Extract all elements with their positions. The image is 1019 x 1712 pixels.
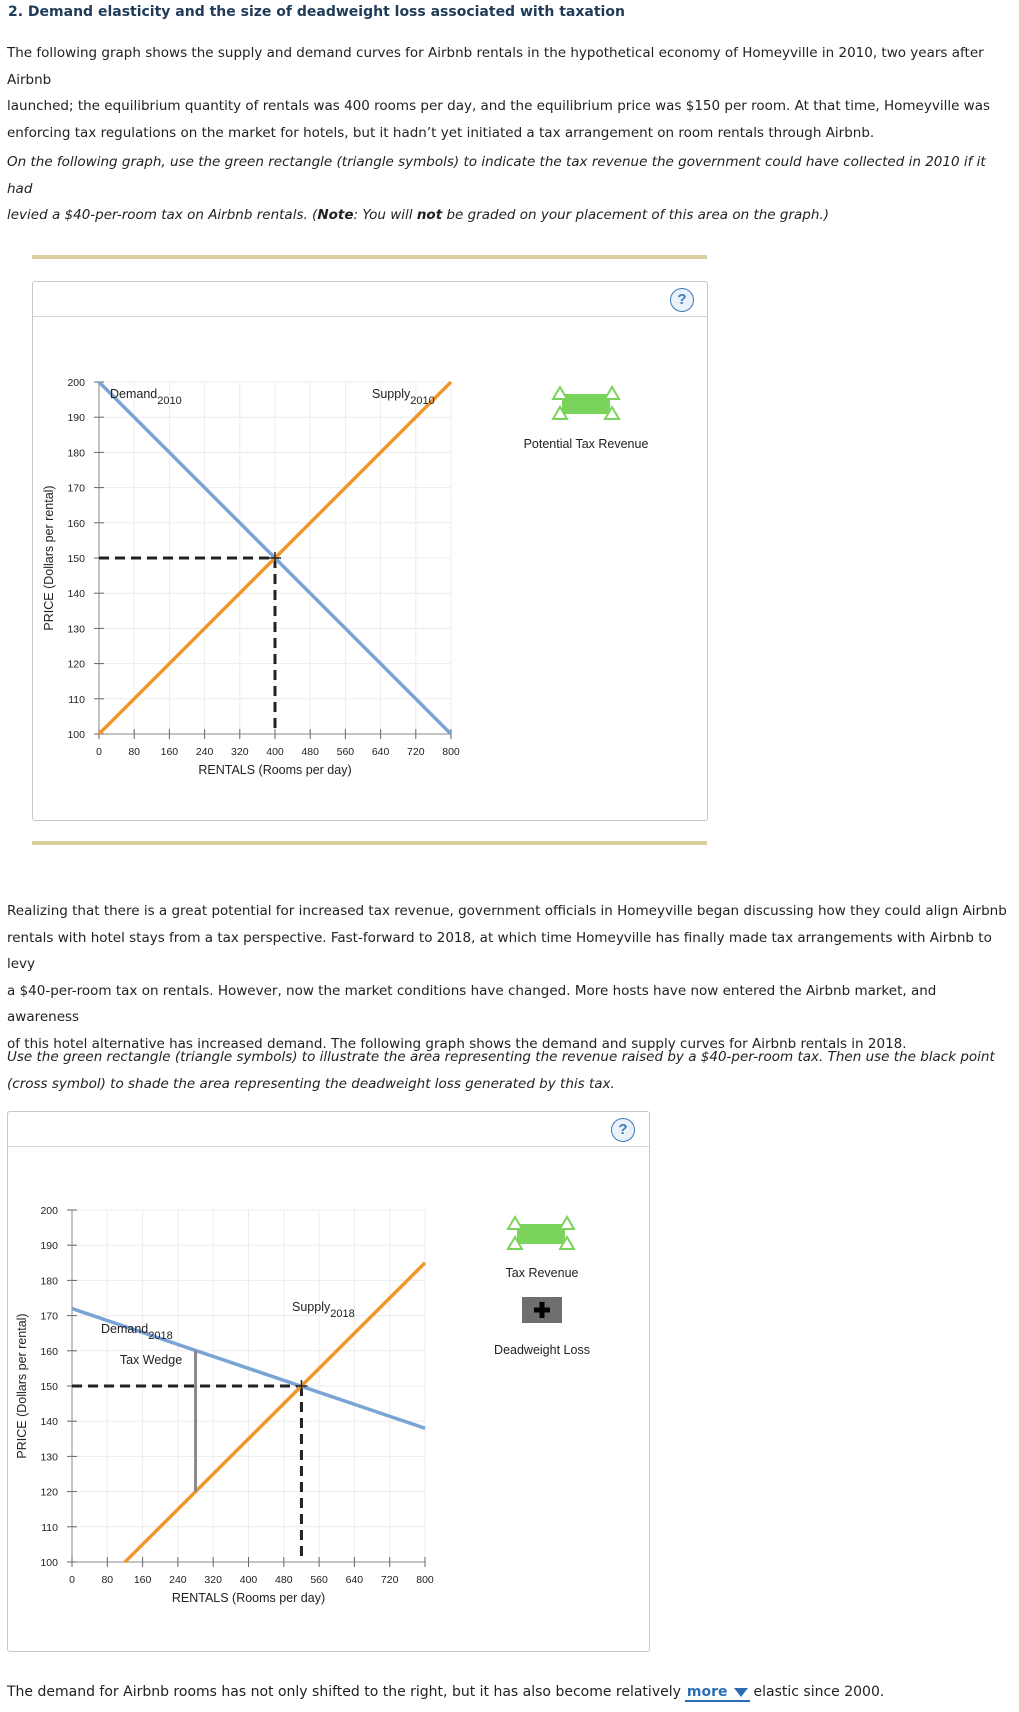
y-tick-label: 130 — [40, 1451, 58, 1464]
triangle-handle-icon — [560, 1217, 574, 1229]
y-tick-label: 180 — [67, 447, 85, 460]
supply-curve-label: Supply2010 — [372, 387, 435, 407]
potential-tax-revenue-label: Potential Tax Revenue — [523, 437, 649, 451]
x-tick-label: 240 — [169, 1574, 187, 1586]
deadweight-loss-label: Deadweight Loss — [494, 1343, 590, 1357]
y-tick-label: 140 — [40, 1416, 58, 1429]
supply-curve-label: Supply2018 — [292, 1300, 355, 1320]
cross-icon — [540, 1302, 545, 1318]
y-tick-label: 110 — [68, 693, 85, 706]
x-tick-label: 480 — [275, 1574, 293, 1586]
x-tick-label: 720 — [380, 1574, 399, 1586]
y-tick-label: 170 — [40, 1310, 58, 1323]
x-tick-label: 800 — [416, 1574, 434, 1586]
x-tick-label: 800 — [442, 746, 460, 758]
x-tick-label: 720 — [407, 746, 425, 758]
chevron-down-icon — [734, 1688, 748, 1697]
rectangle-swatch — [517, 1224, 565, 1244]
y-tick-label: 150 — [67, 553, 85, 565]
y-axis-title: PRICE (Dollars per rental) — [15, 1313, 29, 1459]
x-tick-label: 160 — [160, 746, 179, 758]
y-tick-label: 120 — [40, 1486, 58, 1499]
middle-paragraph: Realizing that there is a great potential for increased tax revenue, government officials in Homeyville began discussing how they could align Airbnb rentals with hotel stays from a tax perspective. Fast-forward to 2018, at which time Homeyville has finally made tax arrangements with Airbnb to levy a $40-per-room tax on rentals. However, now the market conditions have changed. More hosts have now entered the Airbnb market, and awareness of this hotel alternative has increased demand. The following graph shows the demand and supply curves for Airbnb rentals in 2018. — [7, 903, 1007, 1052]
help-icon[interactable]: ? — [670, 288, 694, 312]
y-tick-label: 160 — [40, 1345, 58, 1358]
tax-wedge-label: Tax Wedge — [119, 1353, 183, 1367]
potential-tax-revenue-tool[interactable] — [553, 387, 619, 419]
y-axis-title: PRICE (Dollars per rental) — [42, 485, 56, 631]
intro-paragraph: The following graph shows the supply and demand curves for Airbnb rentals in the hypothetical economy of Homeyville in 2010, two years after Airbnb launched; the equilibrium quantity of rentals was 400 rooms per day, and the equilibrium price was $150 per room. At that time, Homeyville was enforcing tax regulations on the market for hotels, but it hadn’t yet initiated a tax arrangement on room rentals through Airbnb. — [7, 45, 991, 141]
triangle-handle-icon — [553, 387, 567, 399]
deadweight-loss-tool[interactable] — [522, 1297, 562, 1323]
triangle-handle-icon — [605, 387, 619, 399]
instruction-1: On the following graph, use the green rectangle (triangle symbols) to indicate the tax revenue the government could have collected in 2010 if it had levied a $40-per-room tax on Airbnb rentals. (Note: You will not be graded on your placement of this area on the graph.) — [7, 154, 986, 223]
y-tick-label: 130 — [67, 623, 85, 636]
x-axis-title: RENTALS (Rooms per day) — [198, 763, 352, 777]
instruction-2: Use the green rectangle (triangle symbols) to illustrate the area representing the revenue raised by a $40-per-room tax. Then use the black point (cross symbol) to shade the area representing the deadweight loss generated by this tax. — [7, 1049, 995, 1092]
y-tick-label: 170 — [67, 482, 85, 495]
y-tick-label: 180 — [40, 1275, 58, 1288]
final-question: The demand for Airbnb rooms has not only shifted to the right, but it has also become relatively more elastic since 2000. — [7, 1684, 885, 1700]
y-tick-label: 150 — [40, 1381, 58, 1393]
x-tick-label: 0 — [96, 746, 102, 758]
x-tick-label: 0 — [69, 1574, 75, 1586]
y-tick-label: 120 — [67, 658, 85, 671]
x-tick-label: 80 — [128, 746, 141, 758]
help-icon[interactable]: ? — [611, 1118, 635, 1142]
triangle-handle-icon — [508, 1217, 522, 1229]
tax-revenue-label: Tax Revenue — [505, 1266, 579, 1280]
x-tick-label: 640 — [371, 746, 390, 758]
elasticity-dropdown[interactable]: more — [685, 1684, 750, 1702]
x-axis-title: RENTALS (Rooms per day) — [171, 1591, 326, 1605]
y-tick-label: 110 — [41, 1521, 58, 1534]
graph-2018 — [0, 1100, 1019, 1660]
x-tick-label: 80 — [101, 1574, 114, 1586]
y-tick-label: 190 — [67, 412, 85, 425]
y-tick-label: 200 — [40, 1205, 58, 1217]
demand-curve-label: Demand2018 — [101, 1322, 173, 1342]
y-tick-label: 100 — [67, 729, 85, 741]
x-tick-label: 400 — [266, 746, 284, 758]
y-tick-label: 190 — [40, 1240, 58, 1253]
x-tick-label: 240 — [195, 746, 214, 758]
x-tick-label: 560 — [310, 1574, 328, 1586]
x-tick-label: 640 — [345, 1574, 364, 1586]
rectangle-swatch — [562, 394, 610, 414]
question-title: 2. Demand elasticity and the size of deadweight loss associated with taxation — [8, 4, 625, 20]
x-tick-label: 480 — [301, 746, 319, 758]
x-tick-label: 320 — [204, 1574, 222, 1586]
x-tick-label: 320 — [231, 746, 249, 758]
tax-revenue-tool[interactable] — [508, 1217, 574, 1249]
x-tick-label: 400 — [239, 1574, 258, 1586]
y-tick-label: 140 — [67, 588, 85, 601]
y-tick-label: 100 — [40, 1557, 58, 1569]
y-tick-label: 160 — [67, 517, 85, 530]
x-tick-label: 160 — [133, 1574, 152, 1586]
y-tick-label: 200 — [67, 377, 85, 389]
demand-curve-label: Demand2010 — [110, 387, 182, 407]
x-tick-label: 560 — [336, 746, 355, 758]
